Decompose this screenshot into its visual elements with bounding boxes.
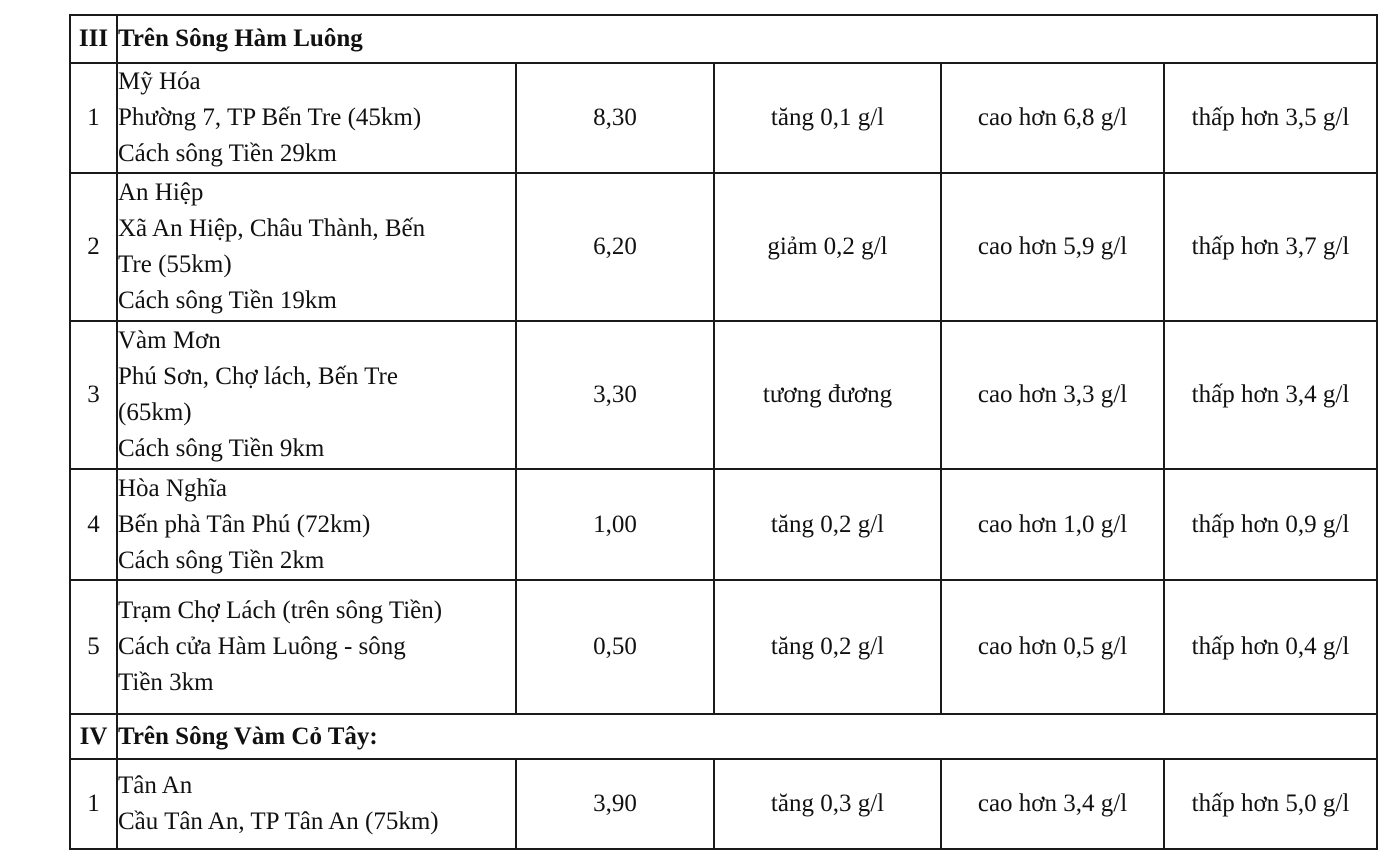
table-row (70, 469, 1377, 580)
section-number: III (70, 15, 117, 63)
location-cell (117, 580, 516, 714)
compare-lower: thấp hơn 3,5 g/l (1164, 63, 1377, 173)
location-line: (65km) (118, 399, 192, 426)
location-line: Phường 7, TP Bến Tre (45km) (118, 104, 422, 131)
salinity-value: 8,30 (516, 63, 714, 173)
location-line: Cách cửa Hàm Luông - sông (118, 633, 406, 660)
compare-higher: cao hơn 0,5 g/l (941, 580, 1164, 714)
location-line: Trạm Chợ Lách (trên sông Tiền) (118, 597, 443, 624)
salinity-change: tăng 0,2 g/l (714, 580, 941, 714)
location-line: Mỹ Hóa (118, 68, 201, 95)
compare-higher: cao hơn 5,9 g/l (941, 173, 1164, 321)
salinity-change: tăng 0,1 g/l (714, 63, 941, 173)
salinity-change: giảm 0,2 g/l (714, 173, 941, 321)
location-line: Cầu Tân An, TP Tân An (75km) (118, 808, 439, 835)
location-line: Cách sông Tiền 29km (118, 140, 337, 167)
salinity-value: 0,50 (516, 580, 714, 714)
compare-lower: thấp hơn 0,9 g/l (1164, 469, 1377, 580)
row-number: 4 (70, 469, 117, 580)
salinity-table (69, 14, 1378, 850)
location-line: Xã An Hiệp, Châu Thành, Bến (118, 215, 426, 242)
location-cell (117, 469, 516, 580)
location-line: Hòa Nghĩa (118, 474, 227, 502)
location-line: Phú Sơn, Chợ lách, Bến Tre (118, 363, 398, 390)
section-header-row (70, 15, 1377, 63)
compare-higher: cao hơn 3,3 g/l (941, 321, 1164, 469)
compare-higher: cao hơn 1,0 g/l (941, 469, 1164, 580)
table-row (70, 321, 1377, 469)
row-number: 2 (70, 173, 117, 321)
row-number: 5 (70, 580, 117, 714)
location-line: Tân An (118, 772, 193, 799)
compare-lower: thấp hơn 3,4 g/l (1164, 321, 1377, 469)
section-title: Trên Sông Vàm Cỏ Tây: (117, 714, 1377, 759)
location-cell (117, 63, 516, 173)
location-line: Tiền 3km (118, 669, 214, 696)
salinity-change: tương đương (714, 321, 941, 469)
row-number: 1 (70, 63, 117, 173)
location-line: Cách sông Tiền 19km (118, 287, 337, 314)
salinity-value: 6,20 (516, 173, 714, 321)
location-line: An Hiệp (118, 179, 204, 206)
location-line: Cách sông Tiền 2km (118, 546, 325, 574)
table-row (70, 759, 1377, 849)
location-line: Tre (55km) (118, 251, 232, 278)
salinity-value: 3,90 (516, 759, 714, 849)
compare-lower: thấp hơn 3,7 g/l (1164, 173, 1377, 321)
section-header-row (70, 714, 1377, 759)
salinity-value: 1,00 (516, 469, 714, 580)
table-row (70, 580, 1377, 714)
compare-lower: thấp hơn 5,0 g/l (1164, 759, 1377, 849)
salinity-value: 3,30 (516, 321, 714, 469)
compare-lower: thấp hơn 0,4 g/l (1164, 580, 1377, 714)
section-title: Trên Sông Hàm Luông (117, 15, 1377, 63)
row-number: 3 (70, 321, 117, 469)
location-cell (117, 173, 516, 321)
location-cell (117, 759, 516, 849)
location-line: Vàm Mơn (118, 327, 221, 354)
location-line: Cách sông Tiền 9km (118, 435, 325, 462)
salinity-change: tăng 0,2 g/l (714, 469, 941, 580)
salinity-change: tăng 0,3 g/l (714, 759, 941, 849)
section-number: IV (70, 714, 117, 759)
table-row (70, 63, 1377, 173)
compare-higher: cao hơn 6,8 g/l (941, 63, 1164, 173)
compare-higher: cao hơn 3,4 g/l (941, 759, 1164, 849)
location-line: Bến phà Tân Phú (72km) (118, 510, 371, 538)
location-cell (117, 321, 516, 469)
table-row (70, 173, 1377, 321)
row-number: 1 (70, 759, 117, 849)
